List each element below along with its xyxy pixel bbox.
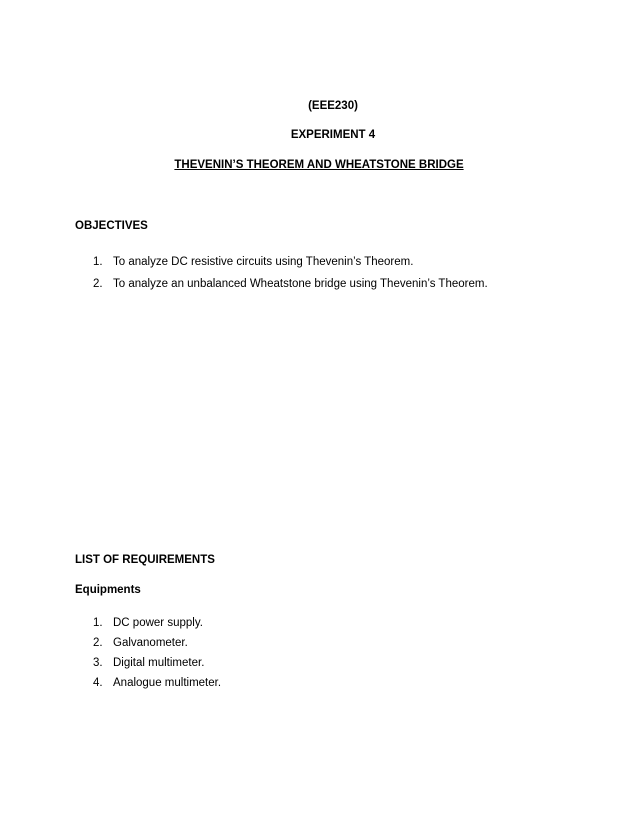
objective-item xyxy=(93,273,488,295)
objectives-heading: OBJECTIVES xyxy=(75,220,148,232)
objectives-list xyxy=(93,251,488,295)
equipment-number: 3. xyxy=(93,657,103,669)
objective-text: To analyze DC resistive circuits using Thevenin’s Theorem. xyxy=(113,256,414,268)
equipment-item xyxy=(93,653,221,673)
equipment-item xyxy=(93,673,221,693)
equipment-text: Digital multimeter. xyxy=(113,657,205,669)
equipment-heading: Equipments xyxy=(75,584,141,596)
objective-number: 1. xyxy=(93,256,103,268)
equipment-text: DC power supply. xyxy=(113,617,203,629)
objective-number: 2. xyxy=(93,278,103,290)
equipment-list xyxy=(93,613,221,693)
equipment-text: Analogue multimeter. xyxy=(113,677,222,689)
equipment-item xyxy=(93,633,221,653)
objective-item xyxy=(93,251,488,273)
experiment-title: THEVENIN’S THEOREM AND WHEATSTONE BRIDGE xyxy=(174,159,464,171)
equipment-number: 1. xyxy=(93,617,103,629)
experiment-number: EXPERIMENT 4 xyxy=(290,129,376,141)
requirements-heading: LIST OF REQUIREMENTS xyxy=(75,554,215,566)
equipment-text: Galvanometer. xyxy=(113,637,188,649)
equipment-number: 4. xyxy=(93,677,103,689)
objective-text: To analyze an unbalanced Wheatstone bridge using Thevenin’s Theorem. xyxy=(113,278,488,290)
equipment-item xyxy=(93,613,221,633)
equipment-number: 2. xyxy=(93,637,103,649)
course-code: (EEE230) xyxy=(308,100,358,112)
